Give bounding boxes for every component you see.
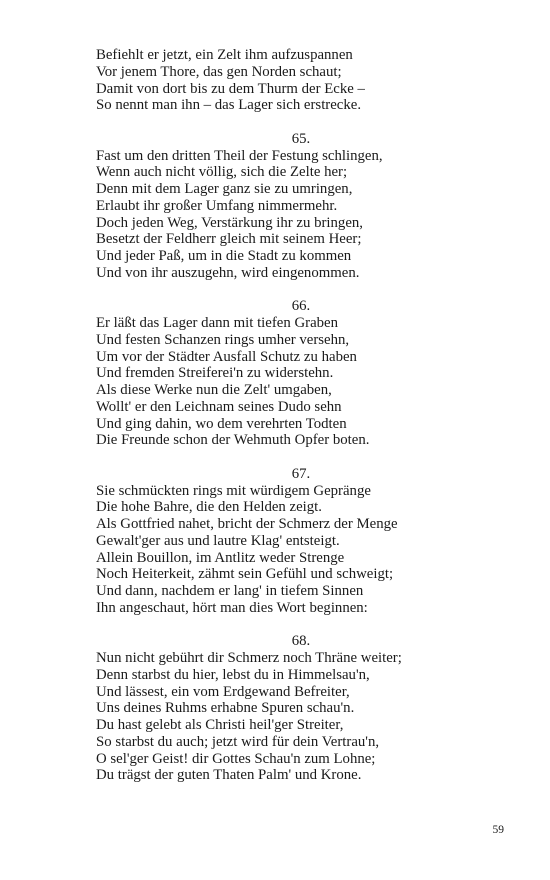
verse-line: Du trägst der guten Thaten Palm' und Krone. (96, 767, 362, 784)
page-number: 59 (492, 824, 504, 836)
stanza-number: 66. (291, 298, 311, 315)
verse-line: Noch Heiterkeit, zähmt sein Gefühl und schweigt; (96, 566, 394, 583)
verse-line: So nennt man ihn – das Lager sich erstrecke. (96, 97, 362, 114)
stanza-68 (96, 633, 516, 784)
verse-line: Und jeder Paß, um in die Stadt zu kommen (96, 248, 352, 264)
verse-line: Besetzt der Feldherr gleich mit seinem Heer; (96, 231, 362, 248)
stanza-66 (96, 298, 516, 449)
stanza-number: 67. (291, 465, 311, 482)
stanza-65 (96, 131, 516, 282)
stanza-67 (96, 466, 516, 617)
verse-line: Und ging dahin, wo dem verehrten Todten (96, 415, 347, 432)
verse-line: Doch jeden Weg, Verstärkung ihr zu bringen, (96, 214, 364, 231)
verse-line: Und lässest, ein vom Erdgewand Befreiter, (96, 683, 350, 700)
verse-line: Denn mit dem Lager ganz sie zu umringen, (96, 181, 353, 197)
verse-line: Fast um den dritten Theil der Festung schlingen, (96, 147, 383, 164)
verse-line: Denn starbst du hier, lebst du in Himmelsau'n, (96, 666, 370, 683)
verse-line: Um vor der Städter Ausfall Schutz zu haben (96, 348, 357, 365)
verse-line: Und dann, nachdem er lang' in tiefem Sinnen (96, 583, 364, 599)
verse-line: Und festen Schanzen rings umher versehn, (96, 331, 350, 348)
stanza-number: 68. (291, 633, 311, 650)
verse-line: Befiehlt er jetzt, ein Zelt ihm aufzuspannen (96, 47, 353, 63)
verse-line: Wenn auch nicht völlig, sich die Zelte her; (96, 164, 348, 181)
verse-line: Und von ihr auszugehn, wird eingenommen. (96, 264, 360, 281)
verse-line: Die hohe Bahre, die den Helden zeigt. (96, 499, 322, 516)
verse-line: Gewalt'ger aus und lautre Klag' entsteigt. (96, 532, 340, 549)
verse-line: Als diese Werke nun die Zelt' umgaben, (96, 382, 332, 398)
verse-line: Die Freunde schon der Wehmuth Opfer boten. (96, 432, 370, 449)
stanza-number: 65. (291, 130, 311, 147)
verse-line: Du hast gelebt als Christi heil'ger Streiter, (96, 717, 344, 733)
verse-line: Erlaubt ihr großer Umfang nimmermehr. (96, 197, 338, 214)
verse-line: Sie schmückten rings mit würdigem Gepränge (96, 482, 371, 499)
verse-line: So starbst du auch; jetzt wird für dein Vertrau'n, (96, 733, 380, 750)
verse-line: Uns deines Ruhms erhabne Spuren schau'n. (96, 700, 355, 717)
stanza-64-end (96, 47, 516, 114)
verse-line: Allein Bouillon, im Antlitz weder Strenge (96, 549, 345, 566)
verse-line: Damit von dort bis zu dem Thurm der Ecke – (96, 80, 365, 97)
verse-line: Er läßt das Lager dann mit tiefen Graben (96, 315, 338, 331)
verse-line: Und fremden Streiferei'n zu widerstehn. (96, 365, 334, 382)
verse-line: Nun nicht gebührt dir Schmerz noch Thräne weiter; (96, 650, 402, 666)
verse-line: Als Gottfried nahet, bricht der Schmerz der Menge (96, 516, 398, 532)
verse-line: Wollt' er den Leichnam seines Dudo sehn (96, 398, 342, 415)
verse-line: Vor jenem Thore, das gen Norden schaut; (96, 63, 342, 80)
verse-line: O sel'ger Geist! dir Gottes Schau'n zum Lohne; (96, 750, 376, 767)
poem-text (96, 47, 516, 784)
verse-line: Ihn angeschaut, hört man dies Wort beginnen: (96, 599, 368, 616)
